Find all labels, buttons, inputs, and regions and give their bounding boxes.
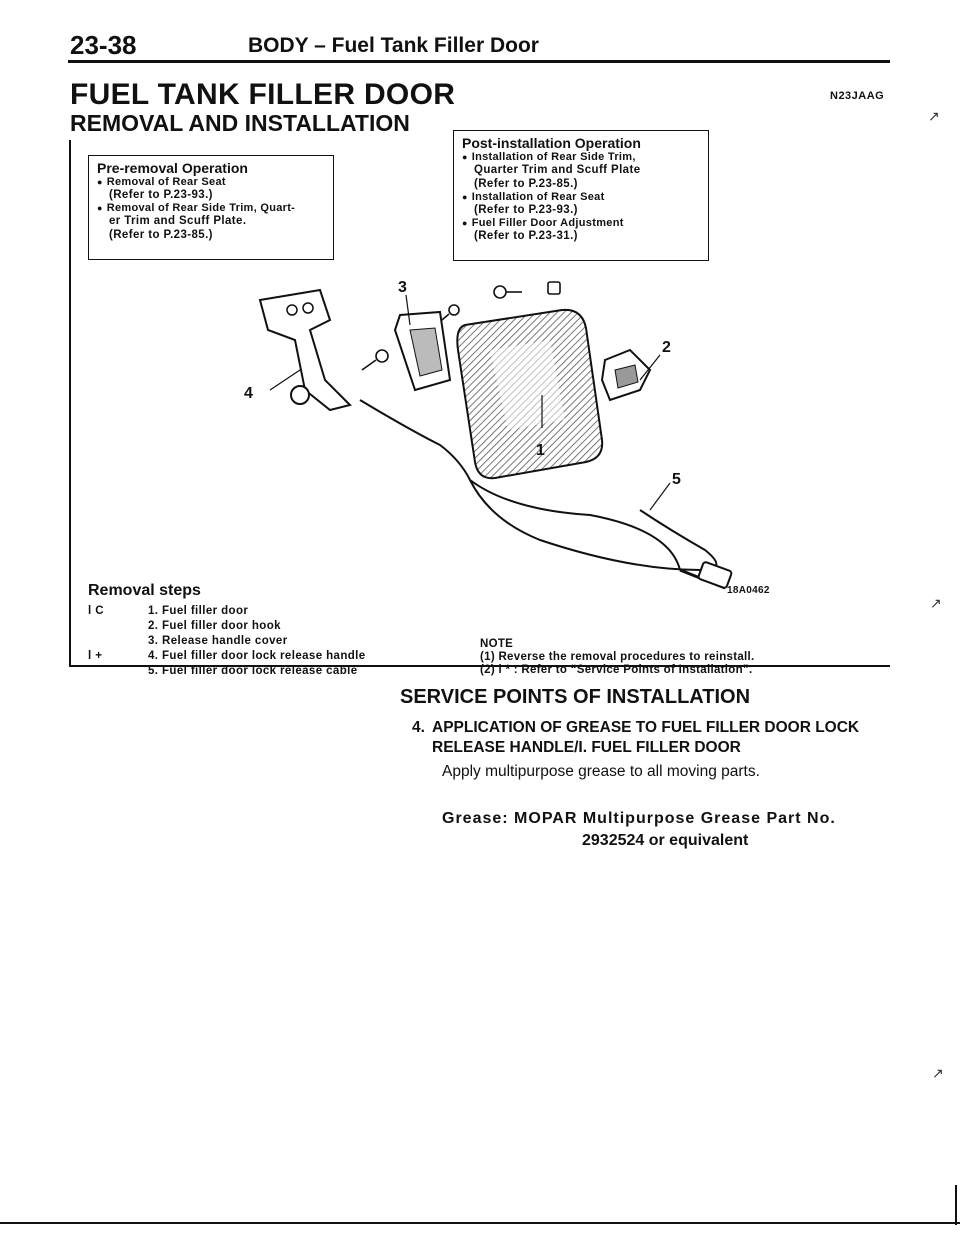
diagram-code: 18A0462 bbox=[727, 585, 770, 596]
pre-removal-item-cont: er Trim and Scuff Plate. bbox=[109, 215, 247, 227]
removal-steps-title: Removal steps bbox=[88, 582, 201, 599]
service-point-item bbox=[412, 718, 892, 758]
footer-corner-rule bbox=[955, 1185, 957, 1225]
post-installation-item-cont: Quarter Trim and Scuff Plate bbox=[474, 164, 641, 176]
pre-removal-heading: Pre-removal Operation bbox=[97, 160, 248, 176]
post-installation-heading: Post-installation Operation bbox=[462, 135, 641, 151]
section-title: REMOVAL AND INSTALLATION bbox=[70, 110, 410, 136]
note-heading: NOTE bbox=[480, 638, 514, 650]
post-installation-item: ● Installation of Rear Seat bbox=[462, 191, 702, 203]
margin-mark-icon: ↗ bbox=[930, 595, 942, 611]
note-block bbox=[480, 638, 755, 677]
margin-mark-icon: ↗ bbox=[928, 108, 940, 124]
diagram-label-3: 3 bbox=[398, 279, 407, 296]
pre-removal-item: ● Removal of Rear Seat bbox=[97, 176, 327, 188]
pre-removal-item: ● Removal of Rear Side Trim, Quart- bbox=[97, 202, 327, 214]
diagram-label-5: 5 bbox=[672, 471, 681, 488]
pre-removal-ref: (Refer to P.23-93.) bbox=[109, 189, 213, 201]
diagram-label-4: 4 bbox=[244, 385, 253, 402]
note-line: (1) Reverse the removal procedures to reinstall. bbox=[480, 651, 755, 663]
post-installation-item: ● Fuel Filler Door Adjustment bbox=[462, 217, 702, 229]
release-handle-cover-part bbox=[395, 312, 450, 390]
fuel-filler-door-hook-part bbox=[602, 350, 650, 400]
post-installation-ref: (Refer to P.23-31.) bbox=[474, 230, 578, 242]
header-title: BODY – Fuel Tank Filler Door bbox=[248, 34, 539, 57]
footer-rule bbox=[0, 1222, 960, 1224]
pre-removal-box bbox=[88, 155, 334, 260]
fuel-filler-door-exploded-diagram bbox=[210, 270, 770, 600]
service-point-number: 4. bbox=[412, 719, 425, 736]
diagram-label-1: 1 bbox=[536, 442, 545, 459]
diagram-label-2: 2 bbox=[662, 339, 671, 356]
page-number: 23-38 bbox=[70, 30, 137, 60]
fuel-filler-door-part bbox=[457, 310, 602, 478]
header-rule bbox=[68, 60, 890, 63]
post-installation-item: ● Installation of Rear Side Trim, bbox=[462, 151, 702, 163]
margin-mark-icon: ↗ bbox=[932, 1065, 944, 1081]
service-point-title-cont: RELEASE HANDLE/I. FUEL FILLER DOOR bbox=[432, 739, 741, 756]
service-points-title: SERVICE POINTS OF INSTALLATION bbox=[400, 686, 751, 708]
main-title: FUEL TANK FILLER DOOR bbox=[70, 78, 456, 111]
service-point-title: APPLICATION OF GREASE TO FUEL FILLER DOOR LOCK bbox=[432, 719, 860, 736]
post-installation-ref: (Refer to P.23-85.) bbox=[474, 178, 578, 190]
note-line: (2) l * : Refer to “Service Points of Installation”. bbox=[480, 664, 753, 676]
service-point-body: Apply multipurpose grease to all moving parts. bbox=[442, 763, 760, 780]
left-frame-rule bbox=[69, 140, 71, 666]
grease-spec: Grease: MOPAR Multipurpose Grease Part No. bbox=[442, 810, 836, 827]
doc-code: N23JAAG bbox=[830, 90, 885, 102]
grease-spec-cont: 2932524 or equivalent bbox=[582, 832, 749, 849]
post-installation-ref: (Refer to P.23-93.) bbox=[474, 204, 578, 216]
pre-removal-ref: (Refer to P.23-85.) bbox=[109, 229, 213, 241]
lock-release-handle-part bbox=[260, 290, 350, 410]
post-installation-box bbox=[453, 130, 709, 261]
